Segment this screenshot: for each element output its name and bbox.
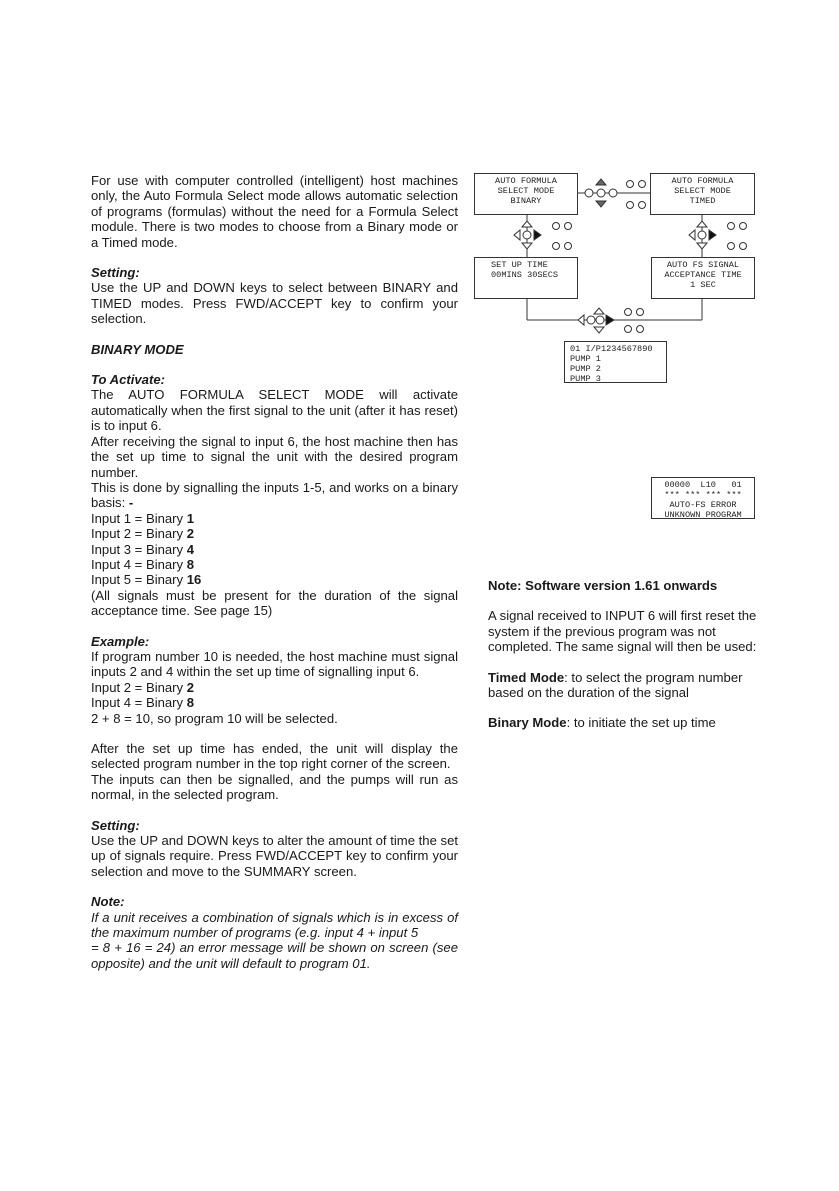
note-heading: Note: [91,894,125,910]
up-arrow-icon [596,179,606,185]
example-result: 2 + 8 = 10, so program 10 will be selected. [91,710,338,726]
down-arrow-icon [596,201,606,207]
lcd-timed-screen: AUTO FORMULA SELECT MODE TIMED [650,173,755,215]
after-paragraph-1: After the set up time has ended, the unit will display the selected program number in the top right corner of the screen. [91,741,458,772]
keypad-icon [514,221,572,250]
after-paragraph-2: The inputs can then be signalled, and the pumps will run as normal, in the selected program. [91,771,458,803]
lcd-binary-screen: AUTO FORMULA SELECT MODE BINARY [474,173,578,215]
lcd-signal-acceptance-screen: AUTO FS SIGNAL ACCEPTANCE TIME 1 SEC [651,257,755,299]
lcd-summary-screen: 01 I/P1234567890 PUMP 1 PUMP 2 PUMP 3 [564,341,667,383]
back-key-icon [585,189,593,197]
activate-paragraph-1: The AUTO FORMULA SELECT MODE will activate automatically when the first signal to the unit (after it has reset) is to input 6. [91,387,458,434]
example-input-line: Input 4 = Binary 8 [91,695,195,711]
fwd-arrow-icon [709,230,716,240]
right-column [488,578,768,731]
lcd-setup-time-screen: SET UP TIME 00MINS 30SECS [474,257,578,299]
input-line: Input 3 = Binary 4 [91,541,195,557]
fwd-key-icon [609,189,617,197]
input-line: Input 4 = Binary 8 [91,556,195,572]
example-text: If program number 10 is needed, the host machine must signal inputs 2 and 4 within the set up time of signalling input 6. [91,648,458,680]
timed-mode-note: Timed Mode: to select the program number based on the duration of the signal [488,669,743,701]
keypad-icon [689,221,747,250]
keypad-icon [585,179,646,209]
signals-note: (All signals must be present for the duration of the signal acceptance time. See page 15) [91,587,458,619]
software-note-paragraph: A signal received to INPUT 6 will first reset the system if the previous program was not completed. The same signal will then be used: [488,608,757,655]
intro-paragraph: For use with computer controlled (intelligent) host machines only, the Auto Formula Select mode allows automatic selection of programs (formulas) without the need for a Formula Select module. There is two modes to choose from a Binary mode or a Timed mode. [91,173,458,250]
binary-mode-heading: BINARY MODE [91,341,184,357]
lcd-error-screen: 00000 L10 01 *** *** *** *** AUTO-FS ERROR UNKNOWN PROGRAM [651,477,755,519]
software-note-heading: Note: Software version 1.61 onwards [488,578,718,593]
activate-paragraph-3: This is done by signalling the inputs 1-5, and works on a binary basis: - [91,479,458,511]
setting-text: Use the UP and DOWN keys to select between BINARY and TIMED modes. Press FWD/ACCEPT key to confirm your selection. [91,280,458,327]
input-line: Input 5 = Binary 16 [91,572,202,588]
setting-heading: Setting: [91,265,140,281]
setting-text-2: Use the UP and DOWN keys to alter the amount of time the set up of signals require. Press FWD/ACCEPT key to confirm your selection and move to the SUMMARY screen. [91,833,458,879]
activate-paragraph-2: After receiving the signal to input 6, the host machine then has the set up time to signal the unit with the desired program number. [91,433,458,480]
fwd-arrow-icon [606,315,614,325]
example-heading: Example: [91,633,150,649]
input-line: Input 1 = Binary 1 [91,510,195,526]
note-text: If a unit receives a combination of signals which is in excess of the maximum number of programs (e.g. input 4 + input 5 = 8 + 16 = 24) an error message will be shown on screen (see opposite) and the unit will default to program 01. [91,909,458,971]
fwd-arrow-icon [534,230,541,240]
center-key-icon [597,189,605,197]
input-line: Input 2 = Binary 2 [91,526,195,542]
setting-heading-2: Setting: [91,817,140,833]
example-input-line: Input 2 = Binary 2 [91,679,195,695]
binary-mode-note: Binary Mode: to initiate the set up time [488,715,716,731]
activate-heading: To Activate: [91,372,165,388]
